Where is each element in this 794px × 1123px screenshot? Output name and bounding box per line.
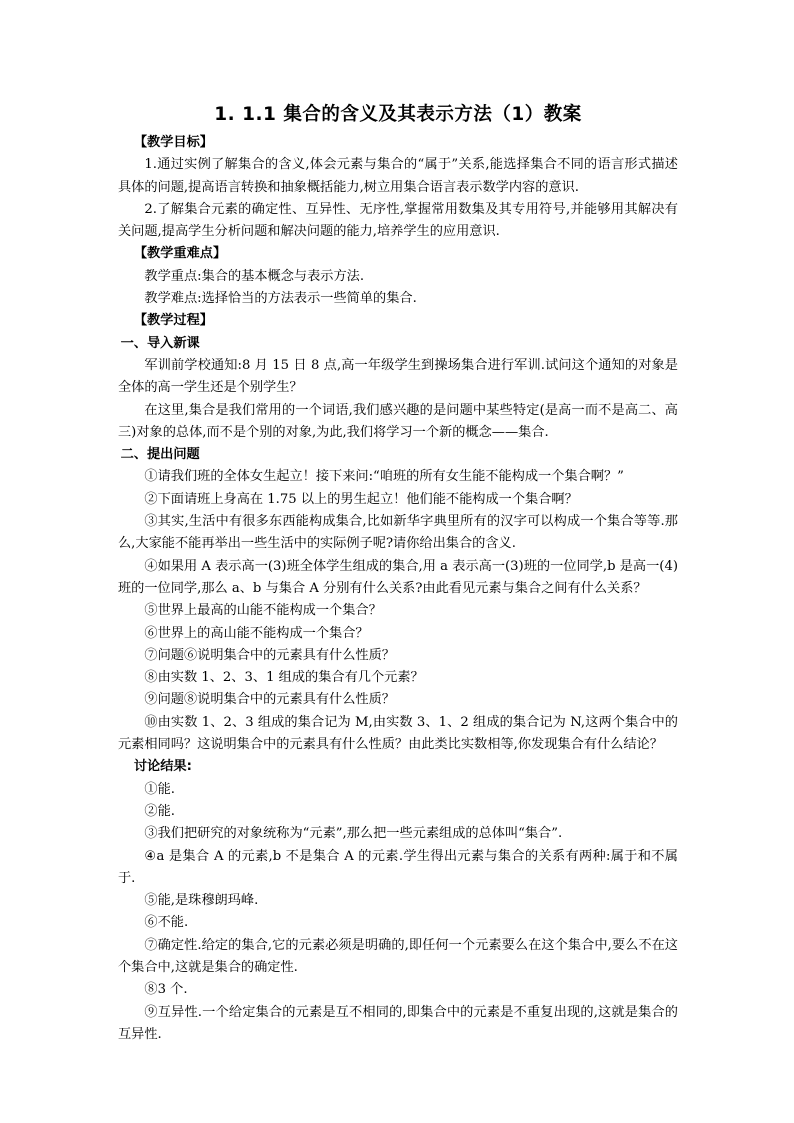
answer-item: ④a 是集合 A 的元素,b 不是集合 A 的元素.学生得出元素与集合的关系有两种:属于和不属于. (118, 848, 678, 886)
answer-item: ③我们把研究的对象统称为“元素”,那么把一些元素组成的总体叫“集合”. (144, 826, 563, 842)
answer-item: ⑤能,是珠穆朗玛峰. (144, 893, 259, 909)
question-item: ⑩由实数 1、2、3 组成的集合记为 M,由实数 3、1、2 组成的集合记为 N,这两个集合中的元素相同吗？这说明集合中的元素具有什么性质？由此类比实数相等,你发现集合有什么结论？ (118, 714, 678, 753)
paragraph-difficult-point: 教学难点:选择恰当的方法表示一些简单的集合. (144, 291, 417, 307)
question-item: ⑤世界上最高的山能不能构成一个集合？ (144, 603, 382, 619)
paragraph-intro-1: 军训前学校通知:8 月 15 日 8 点,高一年级学生到操场集合进行军训.试问这个通知的对象是全体的高一学生还是个别学生？ (118, 357, 678, 396)
answer-item: ⑥不能. (144, 915, 189, 931)
answer-item: ②能. (144, 803, 175, 819)
question-item: ⑧由实数 1、2、3、1 组成的集合有几个元素？ (144, 670, 424, 686)
question-item: ①请我们班的全体女生起立！接下来问:“咱班的所有女生能不能构成一个集合啊？” (144, 469, 624, 485)
question-item: ③其实,生活中有很多东西能构成集合,比如新华字典里所有的汉字可以构成一个集合等等.那么,大家能不能再举出一些生活中的实际例子呢?请你给出集合的含义. (118, 514, 678, 552)
subheading-questions: 二、提出问题 (120, 447, 200, 463)
answer-item: ⑧3 个. (144, 982, 188, 998)
answer-item: ⑨互异性.一个给定集合的元素是互不相同的,即集合中的元素是不重复出现的,这就是集合的互异性. (118, 1004, 678, 1042)
answer-item: ①能. (144, 781, 175, 797)
question-item: ⑥世界上的高山能不能构成一个集合？ (144, 625, 369, 641)
question-item: ②下面请班上身高在 1.75 以上的男生起立！他们能不能构成一个集合啊？ (144, 491, 578, 507)
paragraph-intro-2: 在这里,集合是我们常用的一个词语,我们感兴趣的是问题中某些特定(是高一而不是高二、高三)对象的总体,而不是个别的对象,为此,我们将学习一个新的概念——集合. (118, 402, 678, 440)
question-item: ⑦问题⑥说明集合中的元素具有什么性质？ (144, 647, 395, 663)
answer-item: ⑦确定性.给定的集合,它的元素必须是明确的,即任何一个元素要么在这个集合中,要么不在这个集合中,这就是集合的确定性. (118, 937, 678, 975)
paragraph-goal-2: 2.了解集合元素的确定性、互异性、无序性,掌握常用数集及其专用符号,并能够用其解决有关问题,提高学生分析问题和解决问题的能力,培养学生的应用意识. (118, 201, 678, 240)
paragraph-key-point: 教学重点:集合的基本概念与表示方法. (144, 268, 365, 284)
question-item: ⑨问题⑧说明集合中的元素具有什么性质？ (144, 692, 395, 708)
section-heading-goals: 【教学目标】 (133, 135, 213, 150)
document-page (118, 100, 678, 1046)
paragraph-goal-1: 1.通过实例了解集合的含义,体会元素与集合的“属于”关系,能选择集合不同的语言形式描述具体的问题,提高语言转换和抽象概括能力,树立用集合语言表示数学内容的意识. (118, 157, 678, 195)
section-heading-process: 【教学过程】 (133, 313, 213, 329)
section-heading-key-points: 【教学重难点】 (133, 246, 227, 262)
subheading-intro: 一、导入新课 (120, 335, 200, 351)
question-item: ④如果用 A 表示高一(3)班全体学生组成的集合,用 a 表示高一(3)班的一位同学,b 是高一(4)班的一位同学,那么 a、b 与集合 A 分别有什么关系?由此看见元素与集合之间有什么关系？ (118, 558, 678, 596)
subheading-discussion-results: 讨论结果: (133, 759, 192, 775)
document-title: 1. 1.1 集合的含义及其表示方法（1）教案 (214, 104, 582, 125)
